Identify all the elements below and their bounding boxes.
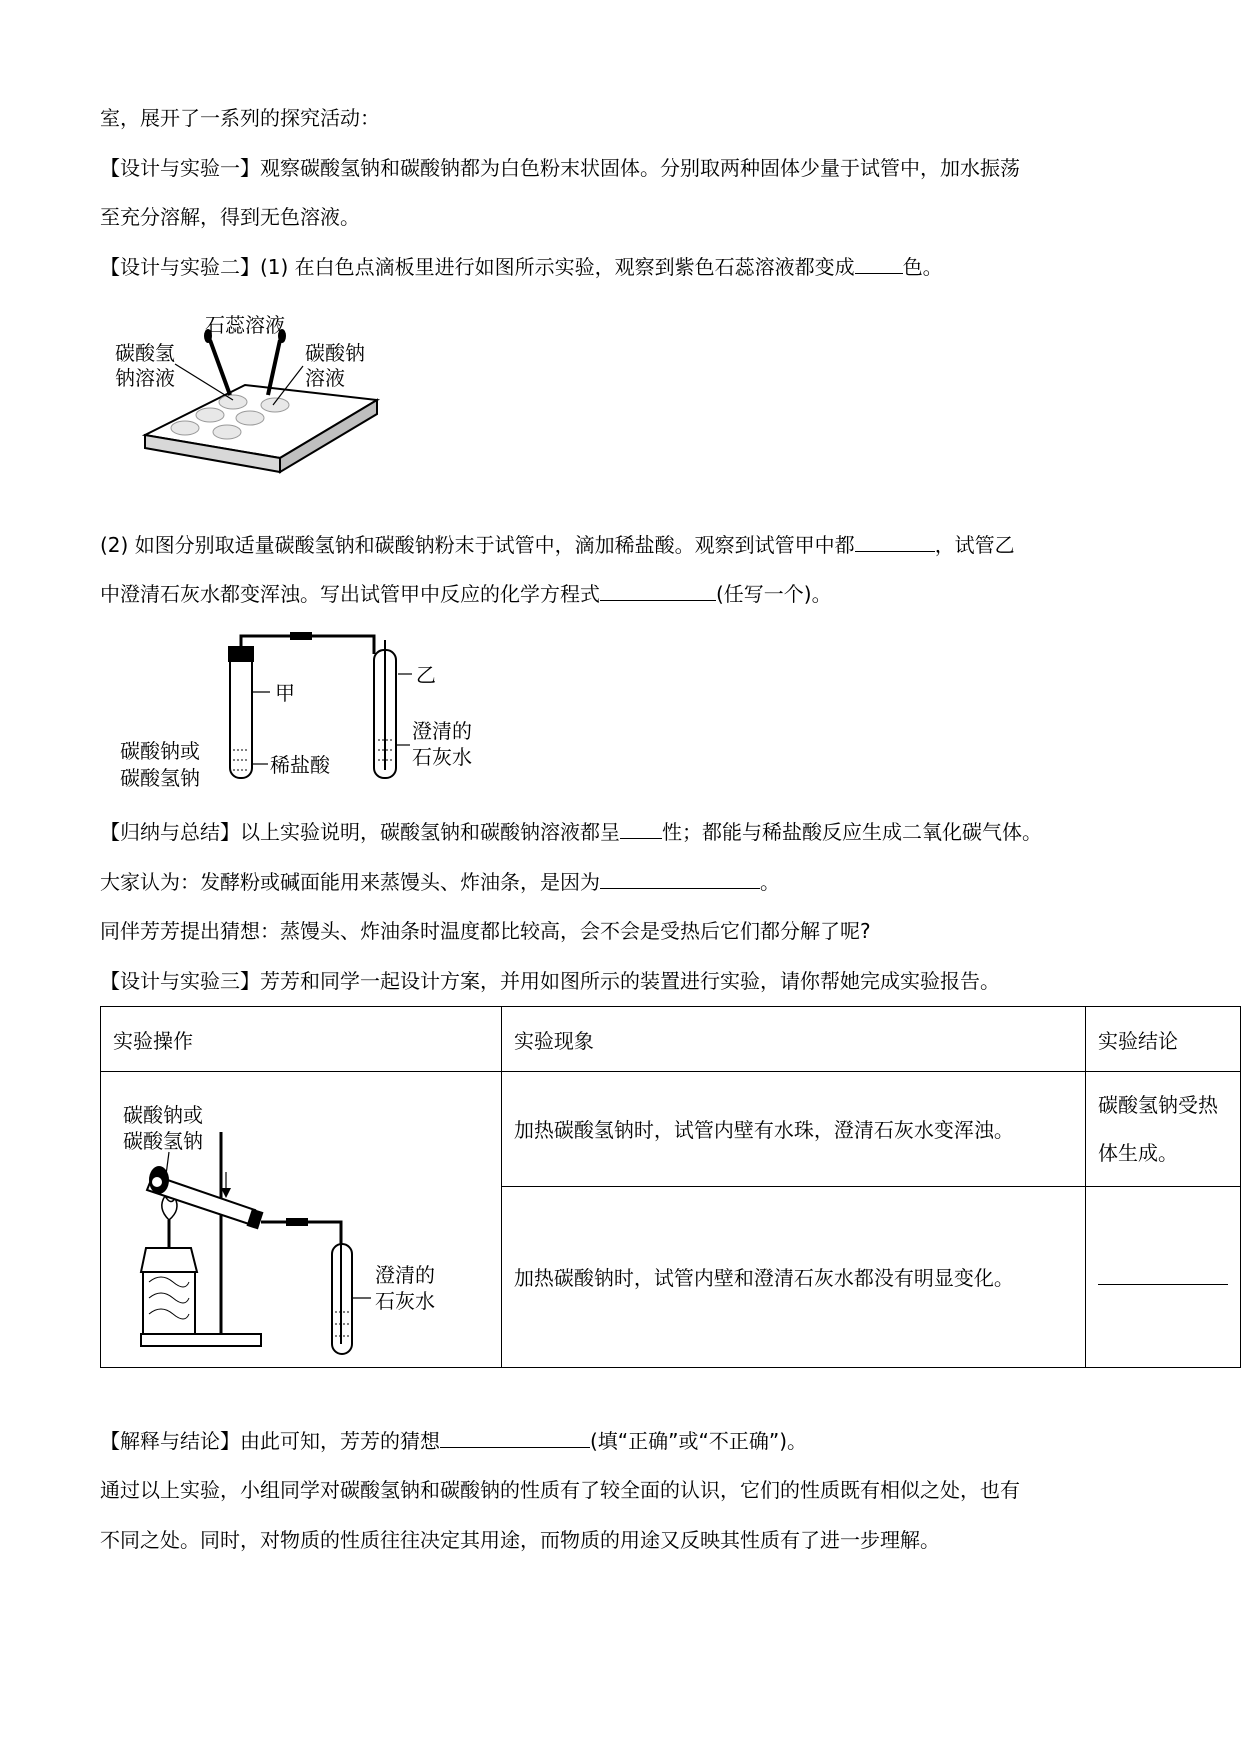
label-lime-1: 澄清的	[412, 719, 472, 743]
conclusion-line-2: 体生成。	[1098, 1140, 1178, 1165]
text-interpretation	[100, 1427, 807, 1455]
label-bicarbonate-2: 钠溶液	[115, 366, 175, 390]
text-hypothesis: 同伴芳芳提出猜想：蒸馒头、炸油条时温度都比较高，会不会是受热后它们都分解了呢?	[100, 919, 871, 943]
label-solid-1: 碳酸钠或	[120, 739, 200, 763]
label-table-solid-2: 碳酸氢钠	[123, 1129, 203, 1153]
phenomenon-carbonate: 加热碳酸钠时，试管内壁和澄清石灰水都没有明显变化。	[501, 1186, 1085, 1367]
text-segment: 中澄清石灰水都变浑浊。写出试管甲中反应的化学方程式	[100, 582, 600, 606]
text-experiment-three: 【设计与实验三】芳芳和同学一起设计方案，并用如图所示的装置进行实验，请你帮她完成实验报告。	[100, 969, 1000, 993]
header-conclusion: 实验结论	[1086, 1007, 1241, 1072]
label-carbonate-1: 碳酸钠	[305, 341, 365, 365]
text-segment: 【设计与实验二】(1) 在白色点滴板里进行如图所示实验，观察到紫色石蕊溶液都变成	[100, 255, 855, 279]
heating-apparatus-figure	[101, 1072, 499, 1362]
answer-blank-carbonate-conclusion[interactable]	[1098, 1264, 1228, 1285]
label-lime-2: 石灰水	[412, 745, 472, 769]
test-tube-figure	[120, 630, 500, 800]
text-equation-prompt	[100, 580, 832, 608]
text-segment: 【解释与结论】由此可知，芳芳的猜想	[100, 1429, 440, 1453]
text-segment: 【归纳与总结】以上实验说明，碳酸氢钠和碳酸钠溶液都呈	[100, 820, 620, 844]
text-summary	[100, 818, 1042, 846]
header-operation: 实验操作	[101, 1007, 502, 1072]
label-tube-yi: 乙	[416, 663, 436, 687]
header-phenomenon: 实验现象	[501, 1007, 1085, 1072]
answer-blank-reason[interactable]	[600, 868, 760, 889]
text-segment: (任写一个)。	[716, 582, 832, 606]
conclusion-line-1: 碳酸氢钠受热	[1098, 1092, 1218, 1117]
operation-figure-cell	[101, 1072, 502, 1368]
text-segment: ，试管乙	[934, 533, 1015, 557]
label-tube-jia: 甲	[275, 681, 295, 705]
label-litmus: 石蕊溶液	[205, 313, 285, 337]
label-solid-2: 碳酸氢钠	[120, 766, 200, 790]
answer-blank-hypothesis[interactable]	[440, 1427, 590, 1448]
label-table-lime-2: 石灰水	[375, 1289, 435, 1313]
text-conclusion-2: 不同之处。同时，对物质的性质往往决定其用途，而物质的用途又反映其性质有了进一步理解。	[100, 1528, 940, 1552]
answer-blank-phenomenon[interactable]	[855, 531, 935, 552]
answer-blank-color[interactable]	[855, 253, 903, 274]
spot-plate-figure	[115, 300, 415, 500]
text-segment: (填“正确”或“不正确”)。	[590, 1429, 808, 1453]
text-experiment-two-part2	[100, 531, 1015, 559]
text-experiment-one: 【设计与实验一】观察碳酸氢钠和碳酸钠都为白色粉末状固体。分别取两种固体少量于试管中，加水振荡	[100, 156, 1020, 180]
text-conclusion-1: 通过以上实验，小组同学对碳酸氢钠和碳酸钠的性质有了较全面的认识，它们的性质既有相似之处，也有	[100, 1478, 1020, 1502]
answer-blank-equation[interactable]	[600, 580, 716, 601]
text-line-3: 至充分溶解，得到无色溶液。	[100, 205, 360, 229]
label-bicarbonate-1: 碳酸氢	[115, 341, 175, 365]
text-reason-prompt	[100, 868, 780, 896]
conclusion-bicarbonate	[1086, 1072, 1241, 1187]
text-line-1: 室，展开了一系列的探究活动：	[100, 106, 380, 130]
text-segment: 性；都能与稀盐酸反应生成二氧化碳气体。	[662, 820, 1042, 844]
label-carbonate-2: 溶液	[305, 366, 345, 390]
label-table-solid-1: 碳酸钠或	[123, 1103, 203, 1127]
answer-blank-property[interactable]	[620, 818, 662, 839]
label-acid: 稀盐酸	[270, 753, 330, 777]
label-table-lime-1: 澄清的	[375, 1263, 435, 1287]
phenomenon-bicarbonate: 加热碳酸氢钠时，试管内壁有水珠，澄清石灰水变浑浊。	[501, 1072, 1085, 1187]
text-segment: (2) 如图分别取适量碳酸氢钠和碳酸钠粉末于试管中，滴加稀盐酸。观察到试管甲中都	[100, 533, 855, 557]
text-segment: 大家认为：发酵粉或碱面能用来蒸馒头、炸油条，是因为	[100, 870, 600, 894]
conclusion-carbonate	[1086, 1186, 1241, 1367]
text-segment: 色。	[902, 255, 943, 279]
text-segment: 。	[760, 870, 780, 894]
experiment-report-table	[100, 1006, 1241, 1368]
text-experiment-two	[100, 253, 943, 281]
